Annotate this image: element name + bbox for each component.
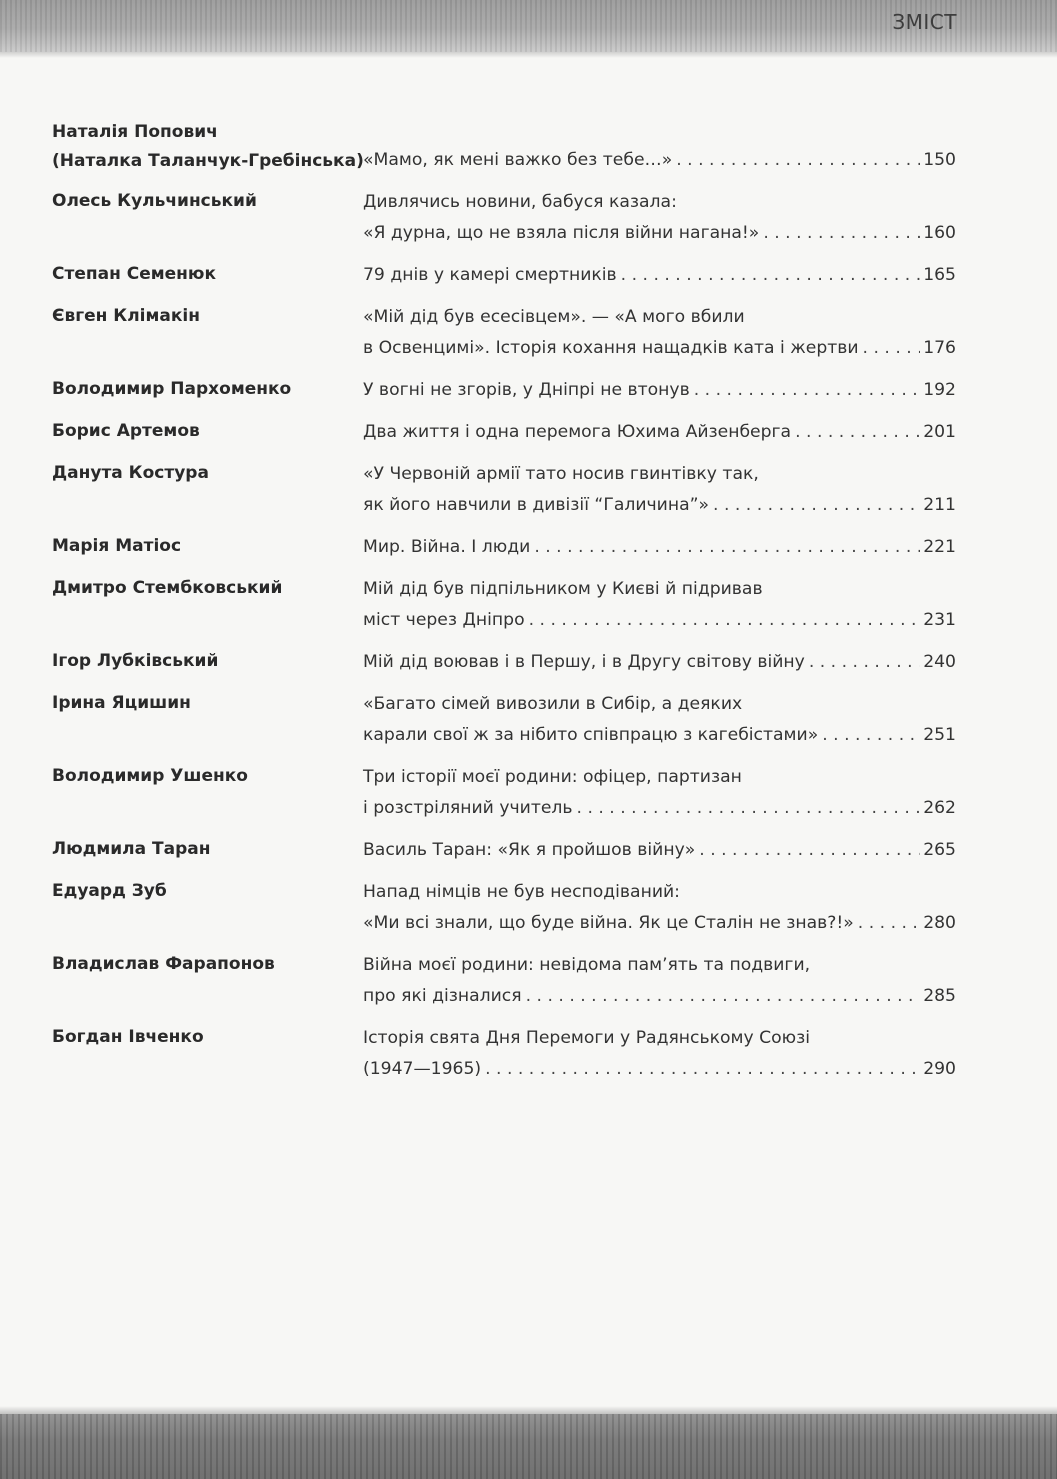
toc-entry <box>52 417 956 448</box>
toc-author <box>52 574 363 603</box>
toc-page-number: 290 <box>923 1059 956 1079</box>
toc-author <box>52 302 363 331</box>
toc-title-line: Три історії моєї родини: офіцер, партизан <box>363 767 742 787</box>
toc-author <box>52 689 363 718</box>
toc-entry <box>52 532 956 563</box>
toc-author-line: Степан Семенюк <box>52 264 216 284</box>
table-of-contents <box>52 118 956 1096</box>
toc-author-line: Данута Костура <box>52 463 209 483</box>
toc-title-last-line <box>363 417 956 448</box>
toc-title-line: Напад німців не був несподіваний: <box>363 882 680 902</box>
toc-title-last-line <box>363 145 956 176</box>
toc-title-line: Мій дід воював і в Першу, і в Другу світову війну <box>363 652 805 672</box>
toc-title-line: «Мамо, як мені важко без тебе…» <box>363 150 673 170</box>
toc-author <box>52 647 363 676</box>
toc-work <box>363 532 956 563</box>
toc-title-line: Історія свята Дня Перемоги у Радянському Союзі <box>363 1028 811 1048</box>
toc-entry <box>52 647 956 678</box>
toc-page-number: 176 <box>923 338 956 358</box>
toc-author-line: Владислав Фарапонов <box>52 954 275 974</box>
toc-title-last-line <box>363 260 956 291</box>
dot-leader <box>791 417 920 448</box>
toc-title-line: міст через Дніпро <box>363 610 525 630</box>
toc-page-number: 221 <box>923 537 956 557</box>
toc-author-line: (Наталка Таланчук-Гребінська) <box>52 151 364 171</box>
toc-author <box>52 417 363 446</box>
dot-leader <box>525 605 921 636</box>
toc-title-last-line <box>363 605 956 636</box>
toc-title-line: Мир. Війна. І люди <box>363 537 531 557</box>
toc-page-number: 285 <box>923 986 956 1006</box>
toc-title-last-line <box>363 908 956 939</box>
toc-title-last-line <box>363 532 956 563</box>
toc-title-last-line <box>363 981 956 1012</box>
toc-author-line: Дмитро Стембковський <box>52 578 283 598</box>
toc-page-number: 160 <box>923 223 956 243</box>
toc-work <box>363 187 956 249</box>
toc-title-last-line <box>363 835 956 866</box>
toc-author-line: Наталія Попович <box>52 122 218 142</box>
toc-title-line: 79 днів у камері смертників <box>363 265 617 285</box>
toc-entry <box>52 1023 956 1085</box>
toc-title-line: Василь Таран: «Як я пройшов війну» <box>363 840 696 860</box>
dot-leader <box>854 908 920 939</box>
toc-title-line: Два життя і одна перемога Юхима Айзенберга <box>363 422 792 442</box>
toc-author-line: Євген Клімакін <box>52 306 200 326</box>
toc-entry <box>52 762 956 824</box>
toc-author <box>52 118 363 176</box>
toc-work <box>363 302 956 364</box>
dot-leader <box>573 793 921 824</box>
toc-title-last-line <box>363 218 956 249</box>
toc-title-line: «Я дурна, що не взяла після війни нагана!» <box>363 223 760 243</box>
toc-work <box>363 835 956 866</box>
toc-work <box>363 574 956 636</box>
toc-title-line: і розстріляний учитель <box>363 798 573 818</box>
toc-author <box>52 835 363 864</box>
toc-entry <box>52 950 956 1012</box>
toc-title-last-line <box>363 1054 956 1085</box>
toc-author-line: Борис Артемов <box>52 421 200 441</box>
toc-title-last-line <box>363 333 956 364</box>
toc-page-number: 265 <box>923 840 956 860</box>
toc-author-line: Богдан Івченко <box>52 1027 204 1047</box>
dot-leader <box>690 375 920 406</box>
toc-work <box>363 950 956 1012</box>
dot-leader <box>672 145 920 176</box>
toc-page-number: 201 <box>923 422 956 442</box>
toc-title-last-line <box>363 490 956 521</box>
toc-title-line: як його навчили в дивізії “Галичина”» <box>363 495 710 515</box>
toc-author <box>52 950 363 979</box>
toc-work <box>363 375 956 406</box>
toc-author-line: Володимир Пархоменко <box>52 379 292 399</box>
toc-title-line: У вогні не згорів, у Дніпрі не втонув <box>363 380 690 400</box>
toc-page-number: 211 <box>923 495 956 515</box>
toc-title-line: «Ми всі знали, що буде війна. Як це Сталін не знав?!» <box>363 913 854 933</box>
toc-title-line: «У Червоній армії тато носив гвинтівку так, <box>363 464 759 484</box>
toc-work <box>363 260 956 291</box>
toc-author-line: Едуард Зуб <box>52 881 167 901</box>
toc-entry <box>52 877 956 939</box>
toc-title-line: карали свої ж за нібито співпрацю з кагебістами» <box>363 725 819 745</box>
dot-leader <box>859 333 921 364</box>
toc-title-line: «Багато сімей вивозили в Сибір, а деяких <box>363 694 743 714</box>
toc-page-number: 150 <box>923 150 956 170</box>
toc-work <box>363 459 956 521</box>
toc-page-number: 231 <box>923 610 956 630</box>
toc-entry <box>52 302 956 364</box>
dot-leader <box>617 260 921 291</box>
dot-leader <box>481 1054 920 1085</box>
toc-author <box>52 375 363 404</box>
toc-page-number: 192 <box>923 380 956 400</box>
toc-author-line: Ірина Яцишин <box>52 693 191 713</box>
toc-entry <box>52 835 956 866</box>
toc-author-line: Олесь Кульчинський <box>52 191 257 211</box>
toc-page-number: 165 <box>923 265 956 285</box>
toc-entry <box>52 574 956 636</box>
dot-leader <box>805 647 920 678</box>
dot-leader <box>522 981 921 1012</box>
toc-author <box>52 1023 363 1052</box>
toc-page-number: 240 <box>923 652 956 672</box>
toc-entry <box>52 689 956 751</box>
toc-entry <box>52 187 956 249</box>
dot-leader <box>759 218 920 249</box>
toc-title-last-line <box>363 793 956 824</box>
toc-page-number: 262 <box>923 798 956 818</box>
toc-title-line: (1947—1965) <box>363 1059 482 1079</box>
toc-author <box>52 459 363 488</box>
toc-title-line: в Освенцимі». Історія кохання нащадків ката і жертви <box>363 338 859 358</box>
toc-author <box>52 532 363 561</box>
toc-work <box>363 762 956 824</box>
section-title: ЗМІСТ <box>892 10 957 34</box>
toc-author-line: Людмила Таран <box>52 839 211 859</box>
toc-title-line: Війна моєї родини: невідома пам’ять та подвиги, <box>363 955 811 975</box>
toc-author-line: Ігор Лубківський <box>52 651 219 671</box>
dot-leader <box>530 532 920 563</box>
toc-work <box>363 1023 956 1085</box>
toc-entry <box>52 260 956 291</box>
dot-leader <box>818 720 920 751</box>
toc-entry <box>52 459 956 521</box>
toc-author <box>52 187 363 216</box>
toc-title-line: «Мій дід був есесівцем». — «А мого вбили <box>363 307 745 327</box>
toc-author-line: Володимир Ушенко <box>52 766 248 786</box>
dot-leader <box>695 835 920 866</box>
toc-author <box>52 260 363 289</box>
toc-title-last-line <box>363 375 956 406</box>
toc-work <box>363 417 956 448</box>
toc-work <box>363 877 956 939</box>
toc-page-number: 280 <box>923 913 956 933</box>
toc-title-last-line <box>363 720 956 751</box>
toc-work <box>363 118 956 176</box>
footer-band <box>0 1414 1057 1479</box>
toc-author-line: Марія Матіос <box>52 536 182 556</box>
toc-entry <box>52 375 956 406</box>
toc-work <box>363 689 956 751</box>
header-band <box>0 0 1057 52</box>
toc-title-last-line <box>363 647 956 678</box>
toc-author <box>52 877 363 906</box>
toc-author <box>52 762 363 791</box>
toc-title-line: Мій дід був підпільником у Києві й підривав <box>363 579 763 599</box>
dot-leader <box>709 490 920 521</box>
toc-page-number: 251 <box>923 725 956 745</box>
toc-work <box>363 647 956 678</box>
toc-title-line: Дивлячись новини, бабуся казала: <box>363 192 677 212</box>
toc-title-line: про які дізналися <box>363 986 522 1006</box>
toc-entry <box>52 118 956 176</box>
